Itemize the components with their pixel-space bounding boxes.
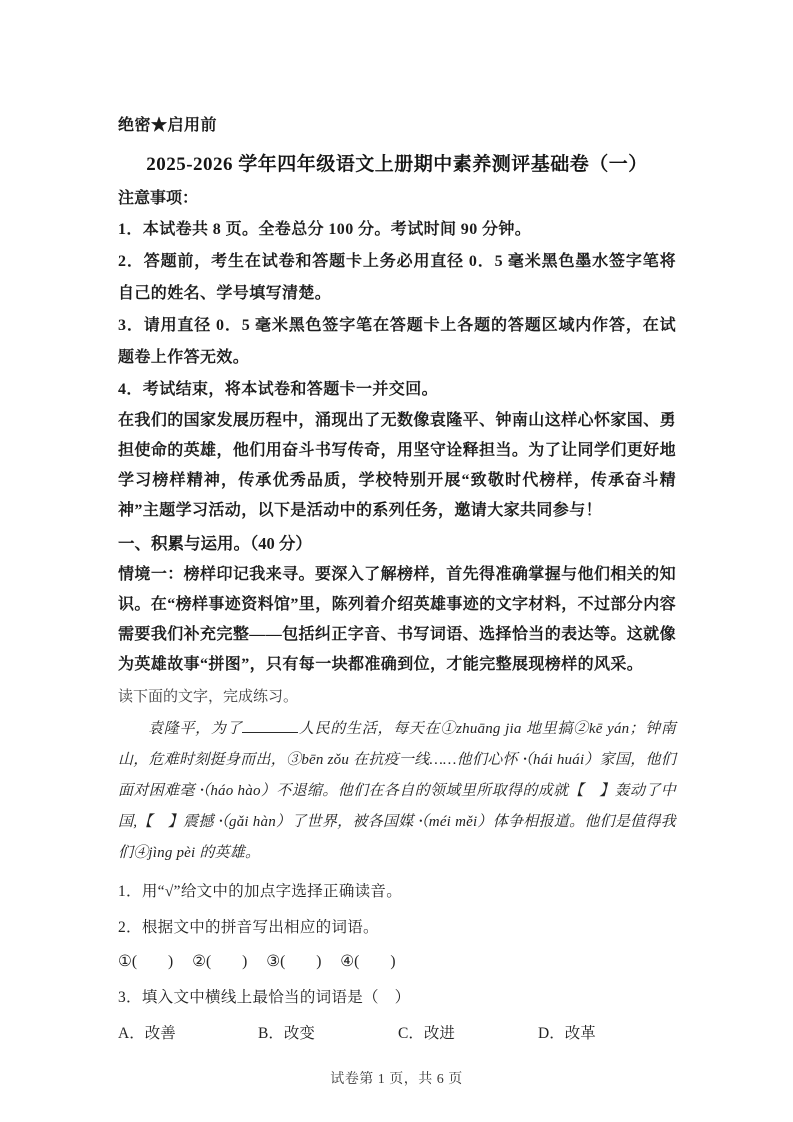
emphasis-dot-char: 媒 • [398,814,413,830]
notice-item-2: 2．答题前，考生在试卷和答题卡上务必用直径 0．5 毫米黑色墨水签字笔将自己的姓名、学号填写清楚。 [118,253,676,302]
answer-blank-2: ②( ) [192,953,248,970]
passage-text: 袁隆平，为了 [148,721,243,737]
passage-text: 人民的生活，每天在①zhuāng jia 地里搞②kē yán；钟南山，危难时刻挺身而出，③bēn zǒu 在抗疫一线……他们心 [118,721,676,768]
emphasis-dot-char: 怀 • [502,752,517,768]
question-3: 3．填入文中横线上最恰当的词语是（ ） [118,989,411,1006]
intro-paragraph: 在我们的国家发展历程中，涌现出了无数像袁隆平、钟南山这样心怀家国、勇担使命的英雄，他们用奋斗书写传奇，用坚守诠释担当。为了让同学们更好地学习榜样精神，传承优秀品质，学校特别开展“致敬时代榜样，传承奋斗精神”主题学习活动，以下是活动中的系列任务，邀请大家共同参与！ [118,412,676,519]
option-b: B．改变 [258,1025,315,1042]
notice-item-1: 1．本试卷共 8 页。全卷总分 100 分。考试时间 90 分钟。 [118,221,532,238]
option-d: D．改革 [538,1025,596,1042]
fill-in-blank-line [242,717,298,733]
reading-instruction: 读下面的文字，完成练习。 [118,689,299,705]
passage-text: （hái huái）家国，他们面对困难 [118,752,676,799]
secrecy-label: 绝密★启用前 [118,117,218,134]
question-2-answer-blanks [118,948,676,975]
question-3-options [118,1020,676,1047]
reading-passage [118,714,676,869]
scenario-paragraph: 情境一：榜样印记我来寻。要深入了解榜样，首先得准确掌握与他们相关的知识。在“榜样事迹资料馆”里，陈列着介绍英雄事迹的文字材料，不过部分内容需要我们补充完整——包括纠正字音、书写词语、选择恰当的表达等。这就像为英雄故事“拼图”，只有每一块都准确到位，才能完整展现榜样的风采。 [118,566,677,673]
emphasis-dot-char: 撼 • [198,814,213,830]
passage-text: （háo hào）不退缩。他们在各自的领域里所取得的成就【 】轰动了中国,【 】震 [118,783,676,830]
answer-blank-1: ①( ) [118,953,174,970]
notice-heading: 注意事项： [118,190,199,207]
page-footer: 试卷第 1 页，共 6 页 [330,1072,463,1087]
option-a: A．改善 [118,1025,176,1042]
question-2: 2．根据文中的拼音写出相应的词语。 [118,919,379,936]
answer-blank-3: ③( ) [266,953,322,970]
answer-blank-4: ④( ) [340,953,396,970]
page-title: 2025-2026 学年四年级语文上册期中素养测评基础卷（一） [146,154,648,175]
notice-item-3: 3．请用直径 0．5 毫米黑色签字笔在答题卡上各题的答题区域内作答，在试题卷上作答无效。 [118,317,676,366]
notice-item-4: 4．考试结束，将本试卷和答题卡一并交回。 [118,381,439,398]
passage-text: （gǎi hàn）了世界，被各国 [213,814,399,830]
section-one-heading: 一、积累与运用。（40 分） [118,534,312,553]
page-content [118,116,676,1047]
passage-text: （méi měi）体争相报道。他们是值得我们④jìng pèi 的英雄。 [118,814,676,861]
option-c: C．改进 [398,1025,455,1042]
question-1: 1．用“√”给文中的加点字选择正确读音。 [118,883,403,900]
emphasis-dot-char: 毫 • [180,783,195,799]
